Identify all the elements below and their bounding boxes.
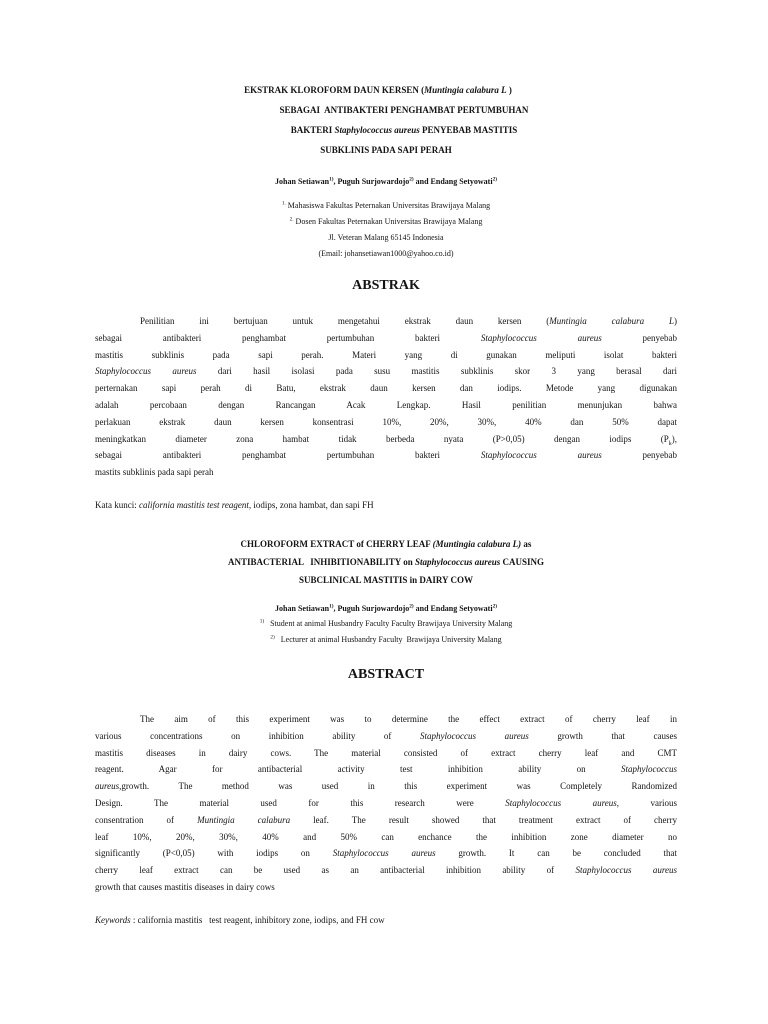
abstract-line xyxy=(95,879,677,896)
text-segment: perlakuan ekstrak daun kersen konsentrasi 10%, 20%, 30%, 40% dan 50% dapat xyxy=(95,416,677,427)
italic-text: california mastitis test reagent xyxy=(139,500,249,510)
abstract-line xyxy=(95,795,677,812)
text-segment: cherry leaf extract can be used as an antibacterial inhibition ability of xyxy=(95,865,576,876)
abstract-line xyxy=(95,829,677,846)
italic-text: Muntingia calabura L xyxy=(424,85,507,95)
italic-text: Staphylococcus xyxy=(621,764,677,775)
abstract-line xyxy=(95,761,677,778)
author-line xyxy=(95,173,677,190)
abstract-line xyxy=(95,330,677,347)
abstract-line xyxy=(95,728,677,745)
text-segment: leaf. The result showed that treatment extract of cherry xyxy=(290,814,678,825)
text-segment: BAKTERI xyxy=(290,125,335,135)
text-segment: significantly (P<0,05) with iodips on xyxy=(95,848,333,859)
abstract-line xyxy=(95,745,677,762)
abstract-line xyxy=(95,812,677,829)
title-line xyxy=(95,571,677,589)
italic-text: Staphylococcus aureus xyxy=(420,730,529,741)
text-segment: sebagai antibakteri penghambat pertumbuhan bakteri xyxy=(95,332,481,343)
abstract-line xyxy=(95,363,677,380)
text-segment: ), xyxy=(671,433,677,444)
footnote-marker: 1) xyxy=(259,618,265,625)
footnote-marker: 2. xyxy=(289,216,294,223)
text-segment: Lecturer at animal Husbandry Faculty Brawijaya University Malang xyxy=(274,635,502,644)
text-segment: ,growth. The method was used in this experiment was Completely Randomized xyxy=(119,781,677,792)
text-segment: Johan Setiawan xyxy=(275,177,330,186)
text-segment: ANTIBACTERIAL INHIBITIONABILITY on xyxy=(227,557,415,567)
footnote-marker: 2) xyxy=(409,176,414,183)
affiliation-line xyxy=(95,230,677,246)
author-line xyxy=(95,600,677,617)
italic-text: Staphylococcus aureus xyxy=(95,366,197,377)
abstract-line xyxy=(95,397,677,414)
subscript-text: k xyxy=(668,440,672,447)
text-segment: SUBCLINICAL MASTITIS in DAIRY COW xyxy=(299,575,473,585)
text-segment: and Endang Setyowati xyxy=(413,177,493,186)
footnote-marker: 1. xyxy=(281,200,286,207)
abstract-line xyxy=(95,313,677,330)
footnote-marker: 2) xyxy=(492,176,497,183)
affiliation-line xyxy=(95,246,677,262)
text-segment: consentration of xyxy=(95,814,198,825)
text-segment: meningkatkan diameter zona hambat tidak berbeda nyata (P>0,05) dengan iodips (P xyxy=(95,433,669,444)
title-line xyxy=(87,80,669,100)
italic-text: Staphylococcus aureus xyxy=(480,332,602,343)
italic-text: aureus xyxy=(95,781,120,792)
text-segment: ) xyxy=(506,85,512,95)
text-segment: mastits subklinis pada sapi perah xyxy=(95,467,214,478)
text-segment: mastitis diseases in dairy cows. The material consisted of extract cherry leaf and CMT xyxy=(95,747,677,758)
text-segment: , Puguh Surjowardojo xyxy=(333,177,410,186)
text-segment: Design. The material used for this research were xyxy=(95,797,506,808)
text-segment: Penilitian ini bertujuan untuk mengetahui ekstrak daun kersen ( xyxy=(140,316,550,326)
abstract-line xyxy=(95,431,677,448)
footnote-marker: 1) xyxy=(329,603,334,610)
indonesian-title xyxy=(95,80,677,160)
text-segment: ) xyxy=(674,316,677,326)
keywords-line xyxy=(95,912,677,929)
abstrak-paragraph xyxy=(95,313,677,481)
abstract-line xyxy=(95,447,677,464)
text-segment: adalah percobaan dengan Rancangan Acak Lengkap. Hasil penilitian menunjukan bahwa xyxy=(95,399,677,410)
text-segment: Dosen Fakultas Peternakan Universitas Brawijaya Malang xyxy=(293,217,483,226)
footnote-marker: 2) xyxy=(270,634,275,641)
footnote-marker: 1) xyxy=(329,176,334,183)
affiliation-line xyxy=(95,632,677,648)
text-segment: , iodips, zona hambat, dan sapi FH xyxy=(248,500,374,510)
text-segment: penyebab xyxy=(601,450,678,461)
text-segment: Jl. Veteran Malang 65145 Indonesia xyxy=(328,233,444,242)
italic-text: Keywords xyxy=(95,915,131,925)
text-segment: SUBKLINIS PADA SAPI PERAH xyxy=(320,145,452,155)
indonesian-affiliations xyxy=(95,198,677,262)
affiliation-line xyxy=(95,214,677,230)
text-segment: EKSTRAK KLOROFORM DAUN KERSEN ( xyxy=(244,85,425,95)
text-segment: The aim of this experiment was to determine the effect extract of cherry leaf in xyxy=(140,714,677,724)
text-segment: dari hasil isolasi pada susu mastitis subklinis skor 3 yang berasal dari xyxy=(196,366,677,377)
text-segment: Student at animal Husbandry Faculty Faculty Brawijaya University Malang xyxy=(264,619,513,628)
text-segment: growth that causes xyxy=(528,730,677,741)
footnote-marker: 2) xyxy=(409,603,414,610)
text-segment: mastitis subklinis pada sapi perah. Materi yang di gunakan meliputi isolat bakteri xyxy=(95,349,677,360)
text-segment: CAUSING xyxy=(500,557,544,567)
english-authors xyxy=(95,600,677,617)
keywords-line xyxy=(95,497,677,514)
text-segment: SEBAGAI ANTIBAKTERI PENGHAMBAT PERTUMBUHAN xyxy=(279,105,529,115)
english-affiliations xyxy=(95,616,677,648)
italic-text: Staphylococcus aureus xyxy=(334,125,420,135)
text-segment: as xyxy=(521,539,532,549)
text-segment: growth that causes mastitis diseases in dairy cows xyxy=(95,881,275,892)
affiliation-line xyxy=(95,198,677,214)
title-line xyxy=(95,535,677,553)
italic-text: Muntingia calabura xyxy=(197,814,291,825)
indonesian-authors xyxy=(95,173,677,190)
text-segment: penyebab xyxy=(601,332,678,343)
abstract-line xyxy=(95,778,677,795)
italic-text: Muntingia calabura L xyxy=(549,316,674,326)
abstract-line xyxy=(95,414,677,431)
text-segment: leaf 10%, 20%, 30%, 40% and 50% can enchance the inhibition zone diameter no xyxy=(95,831,677,842)
text-segment: sebagai antibakteri penghambat pertumbuhan bakteri xyxy=(95,450,481,461)
footnote-marker: 2) xyxy=(492,603,497,610)
abstract-line xyxy=(95,347,677,364)
kata-kunci xyxy=(95,497,677,514)
italic-text: Staphylococcus aureus xyxy=(505,797,617,808)
title-line xyxy=(113,100,695,120)
text-segment: : california mastitis test reagent, inhibitory zone, iodips, and FH cow xyxy=(130,915,385,925)
abstract-line xyxy=(95,464,677,481)
text-segment: , various xyxy=(616,797,677,808)
abstract-line xyxy=(95,711,677,728)
text-segment: CHLOROFORM EXTRACT of CHERRY LEAF xyxy=(240,539,433,549)
abstract-line xyxy=(95,380,677,397)
abstract-line xyxy=(95,862,677,879)
text-segment: and Endang Setyowati xyxy=(413,604,493,613)
italic-text: Staphylococcus aureus xyxy=(480,450,602,461)
abstract-paragraph xyxy=(95,711,677,896)
english-title xyxy=(95,535,677,589)
title-line xyxy=(113,120,695,140)
abstract-heading: ABSTRACT xyxy=(347,667,425,682)
title-line xyxy=(95,553,677,571)
text-segment: PENYEBAB MASTITIS xyxy=(419,125,518,135)
italic-text: Staphylococcus aureus xyxy=(575,865,677,876)
affiliation-line xyxy=(95,616,677,632)
text-segment: Kata kunci: xyxy=(95,500,139,510)
keywords xyxy=(95,912,677,929)
italic-text: (Muntingia calabura L) xyxy=(432,539,522,549)
text-segment: , Puguh Surjowardojo xyxy=(333,604,410,613)
text-segment: perternakan sapi perah di Batu, ekstrak daun kersen dan iodips. Metode yang digunakan xyxy=(95,383,677,394)
text-segment: growth. It can be concluded that xyxy=(435,848,677,859)
italic-text: Staphylococcus aureus xyxy=(332,848,436,859)
text-segment: Mahasiswa Fakultas Peternakan Universitas Brawijaya Malang xyxy=(285,201,491,210)
abstract-line xyxy=(95,845,677,862)
abstrak-heading: ABSTRAK xyxy=(352,278,420,293)
text-segment: reagent. Agar for antibacterial activity test inhibition ability on xyxy=(95,764,622,775)
italic-text: Staphylococcus aureus xyxy=(414,557,501,567)
text-segment: (Email: johansetiawan1000@yahoo.co.id) xyxy=(318,249,454,258)
text-segment: Johan Setiawan xyxy=(275,604,330,613)
text-segment: various concentrations on inhibition ability of xyxy=(95,730,420,741)
title-line xyxy=(95,140,677,160)
